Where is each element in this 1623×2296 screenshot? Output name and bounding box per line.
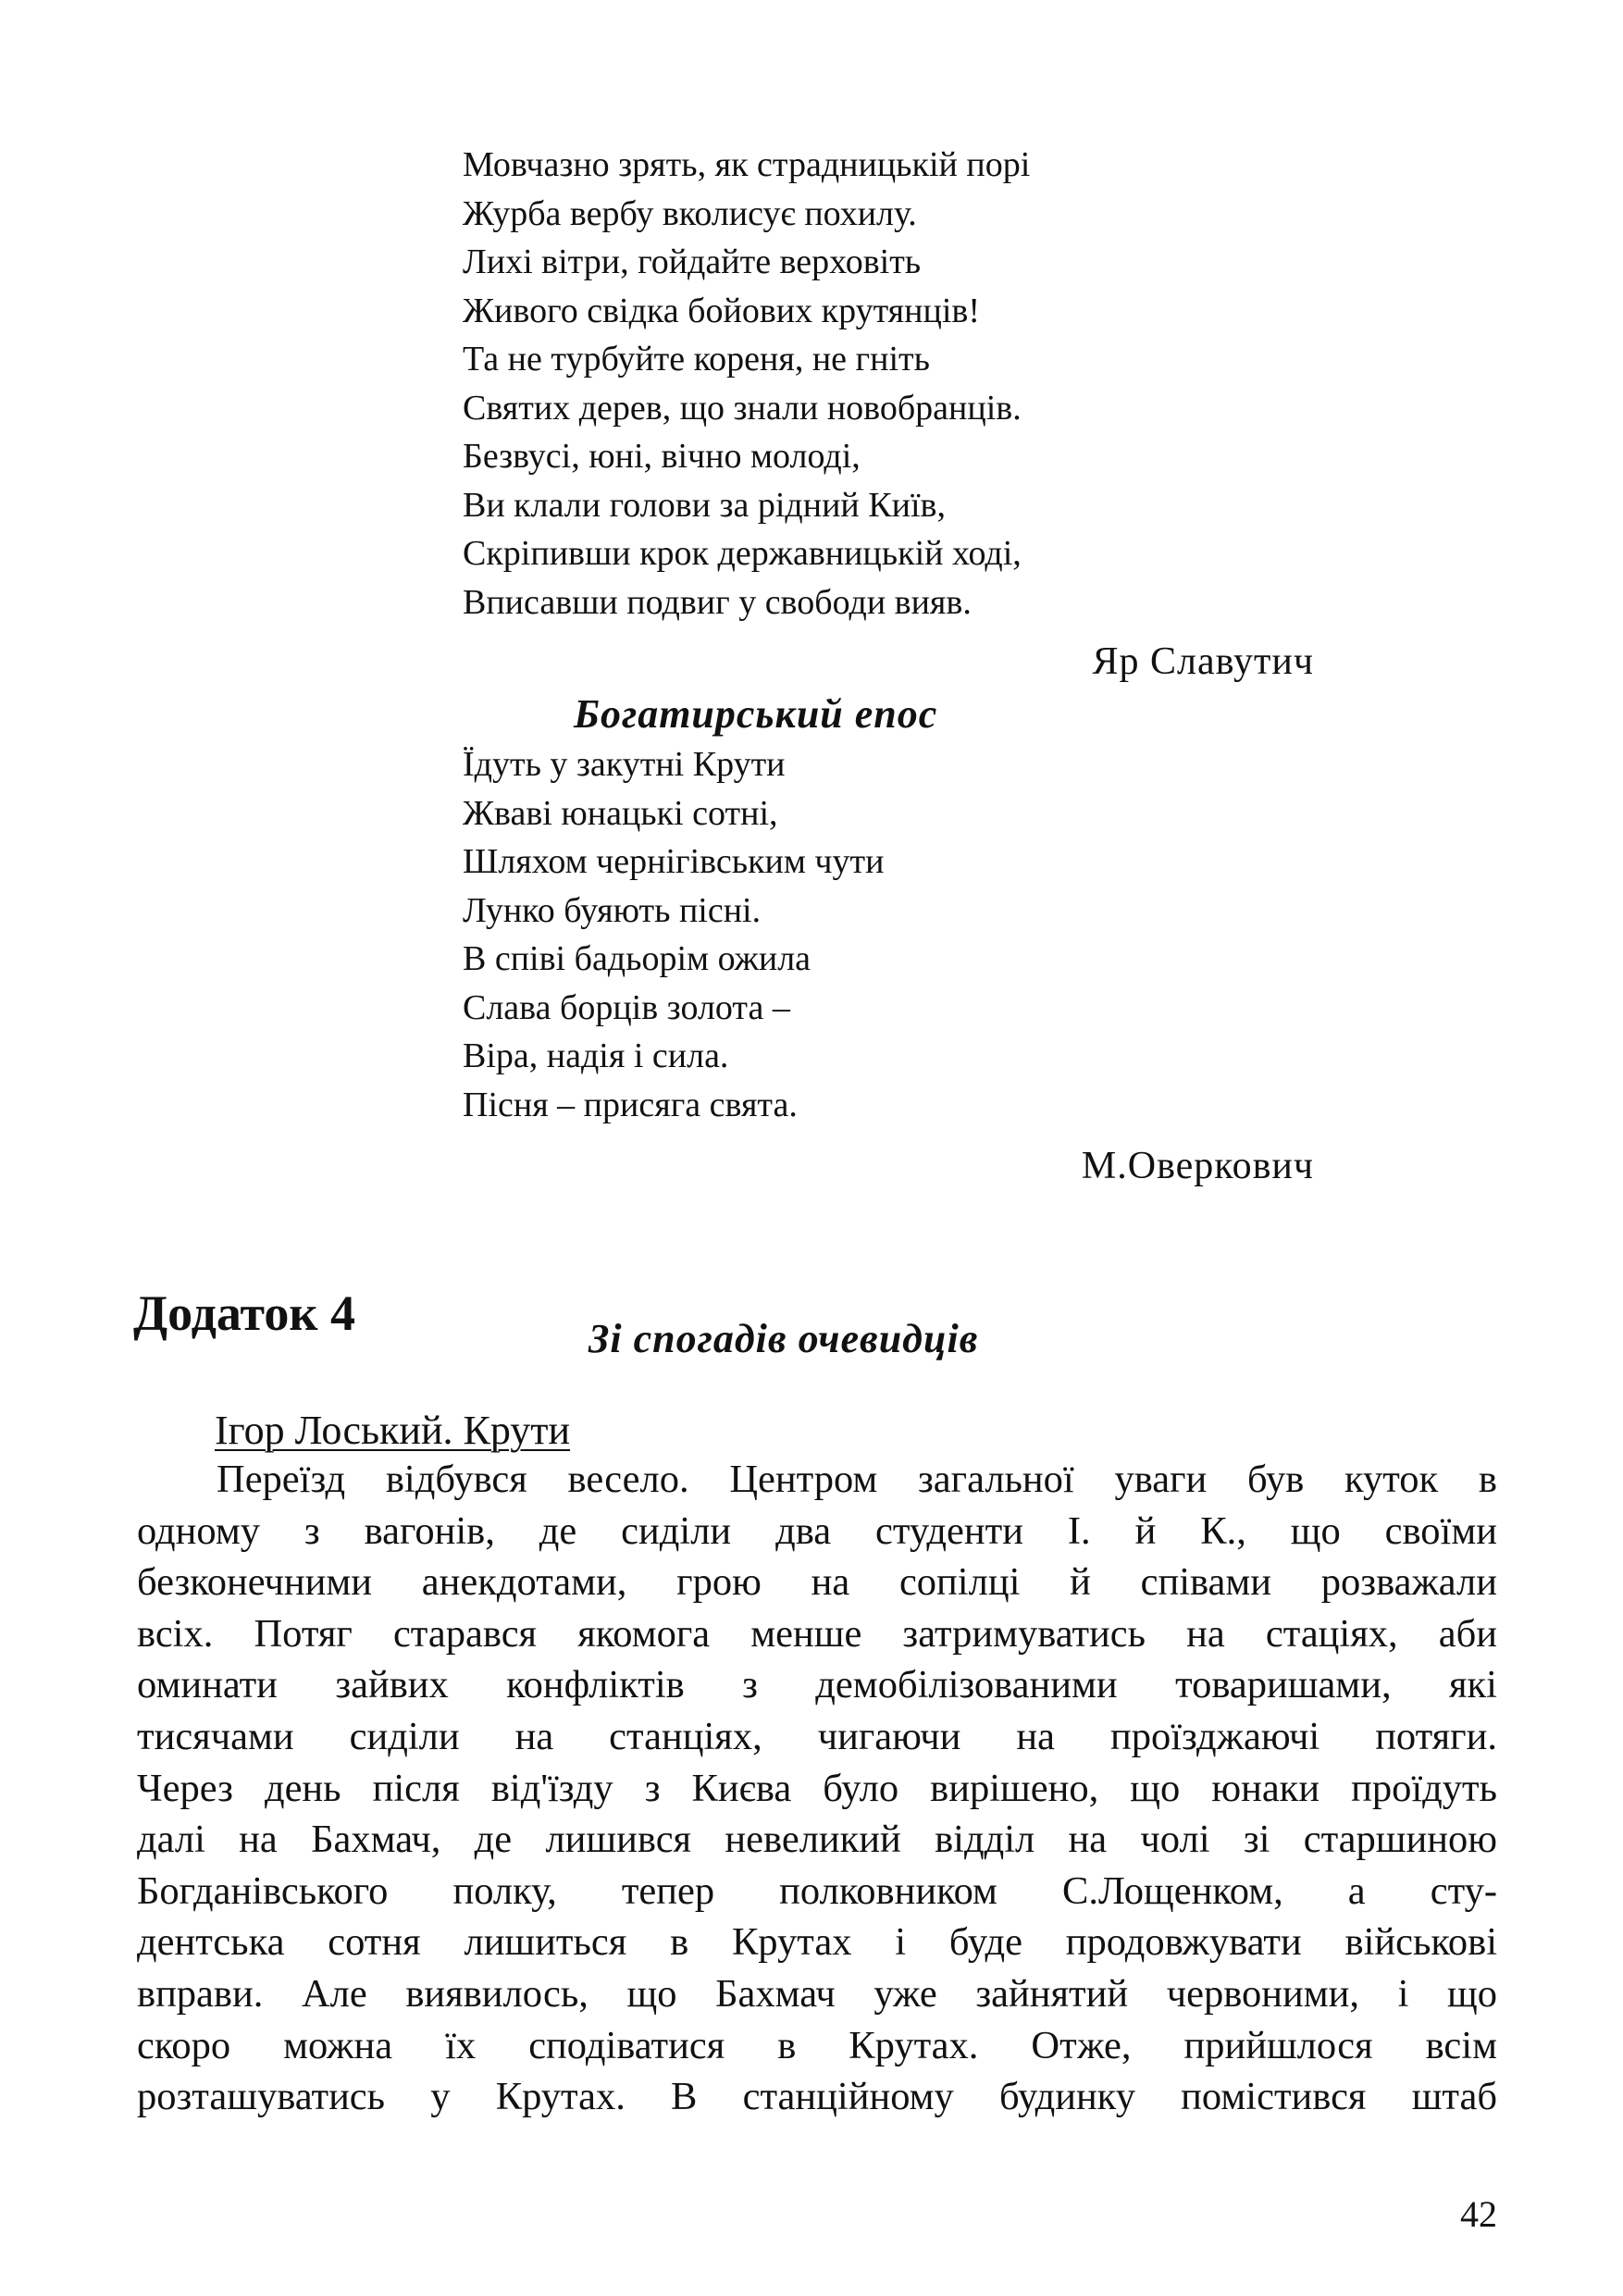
poem-line: Шляхом чернігівським чути [463,842,885,881]
poem-bohatyrskyi-epos [463,740,884,1129]
paragraph-line: далі на Бахмач, де лишився невеликий відділ на чолі зі старшиною [137,1818,1497,1862]
poem-line: Живого свідка бойових крутянців! [463,291,980,330]
poem-author: М.Оверкович [1081,1145,1314,1187]
paragraph-line: всіх. Потяг старався якомога менше затримуватись на стаціях, аби [137,1611,1497,1656]
poem-line: Скріпивши крок державницькій ході, [463,534,1022,573]
poem-author: Яр Славутич [1092,640,1314,683]
poem-line: Віра, надія і сила. [463,1036,729,1075]
poem-line: Журба вербу вколисує похилу. [463,193,917,233]
page-number: 42 [1460,2193,1497,2235]
paragraph-line: безконечними анекдотами, грою на сопілці й співами розважали [137,1560,1497,1605]
paragraph-line: дентська сотня лишиться в Крутах і буде продовжувати військові [137,1920,1497,1965]
poem-line: В співі бадьорім ожила [463,939,812,978]
poem-line: Святих дерев, що знали новобранців. [463,388,1022,428]
poem-line: Лихі вітри, гойдайте верховіть [463,242,922,281]
paragraph-line: Через день після від'їзду з Києва було вирішено, що юнаки проїдуть [137,1766,1497,1810]
memoir-paragraph [137,1454,1497,2123]
poem-line: Пісня – присяга свята. [463,1085,798,1124]
poem-line: Та не турбуйте кореня, не гніть [463,340,930,379]
poem-line: Безвусі, юні, вічно молоді, [463,437,861,476]
paragraph-line: одному з вагонів, де сиділи два студенти І. й К., що своїми [137,1508,1497,1553]
paragraph-line: тисячами сиділи на станціях, чигаючи на проїзджаючі потяги. [137,1714,1497,1758]
poem-line: Вписавши подвиг у свободи вияв. [463,582,972,622]
poem-line: Мовчазно зрять, як страдницькій порі [463,145,1031,184]
poem-line: Ви клали голови за рідний Київ, [463,485,946,525]
paragraph-line: вправи. Але виявилось, що Бахмач уже зайнятий червоними, і що [137,1971,1497,2016]
paragraph-line: оминати зайвих конфліктів з демобілізованими товаришами, які [137,1663,1497,1707]
memoir-title: Ігор Лоський. Крути [215,1408,571,1453]
poem-title: Богатирський епос [574,691,938,737]
appendix-heading: Додаток 4 [133,1285,355,1341]
poem-yar-slavutych [463,141,1030,627]
poem-line: Жваві юнацькі сотні, [463,793,778,833]
section-subtitle: Зі спогадів очевидців [588,1316,979,1361]
paragraph-line: скоро можна їх сподіватися в Крутах. Отже, прийшлося всім [137,2023,1497,2067]
poem-line: Лунко буяють пісні. [463,890,762,930]
paragraph-line: Богданівського полку, тепер полковником С.Лощенком, а сту- [137,1868,1497,1913]
paragraph-line: Переїзд відбувся весело. Центром загальної уваги був куток в [217,1458,1497,1501]
paragraph-line: розташуватись у Крутах. В станційному будинку помістився штаб [137,2075,1497,2119]
poem-line: Їдуть у закутні Крути [463,745,786,784]
poem-line: Слава борців золота – [463,987,790,1027]
